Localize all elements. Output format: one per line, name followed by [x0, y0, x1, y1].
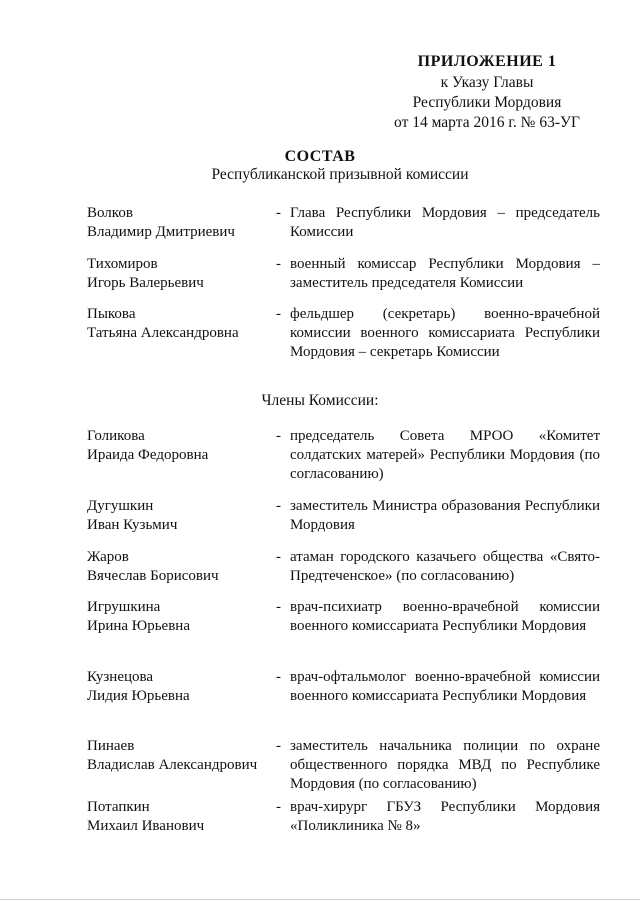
person-given-names: Михаил Иванович: [87, 818, 205, 834]
document-title: СОСТАВ: [284, 148, 356, 165]
person-position: атаман городского казачьего общества «Свято-Предтеченское» (по согласованию): [290, 549, 600, 584]
person-name: [87, 427, 272, 465]
person-surname: Пыкова: [87, 306, 136, 322]
person-surname: Потапкин: [87, 799, 150, 815]
dash-separator: -: [276, 549, 281, 565]
person-name: [87, 668, 272, 706]
person-name: [87, 798, 272, 836]
person-given-names: Иван Кузьмич: [87, 517, 178, 533]
person-position: врач-психиатр военно-врачебной комиссии военного комиссариата Республики Мордовия: [290, 599, 600, 634]
person-surname: Голикова: [87, 428, 145, 444]
person-surname: Жаров: [87, 549, 129, 565]
appendix-region-line: Республики Мордовия: [412, 94, 562, 111]
person-given-names: Игорь Валерьевич: [87, 275, 204, 291]
person-position: военный комиссар Республики Мордовия – заместитель председателя Комиссии: [290, 256, 600, 291]
person-name: [87, 497, 272, 535]
person-surname: Тихомиров: [87, 256, 158, 272]
dash-separator: -: [276, 799, 281, 815]
document-subtitle: Республиканской призывной комиссии: [211, 166, 469, 183]
dash-separator: -: [276, 306, 281, 322]
person-name: [87, 548, 272, 586]
page-bottom-edge: [0, 899, 640, 900]
person-name: [87, 204, 272, 242]
person-given-names: Лидия Юрьевна: [87, 688, 190, 704]
appendix-date-number-line: от 14 марта 2016 г. № 63-УГ: [394, 114, 580, 131]
person-given-names: Владимир Дмитриевич: [87, 224, 235, 240]
person-position: врач-хирург ГБУЗ Республики Мордовия «Поликлиника № 8»: [290, 799, 600, 834]
person-name: [87, 737, 272, 775]
dash-separator: -: [276, 669, 281, 685]
appendix-header: [372, 52, 602, 133]
person-surname: Волков: [87, 205, 133, 221]
person-surname: Кузнецова: [87, 669, 154, 685]
members-heading: Члены Комиссии:: [261, 392, 379, 409]
person-given-names: Вячеслав Борисович: [87, 568, 219, 584]
person-surname: Пинаев: [87, 738, 135, 754]
person-given-names: Татьяна Александровна: [87, 325, 239, 341]
person-name: [87, 305, 272, 343]
person-given-names: Ирина Юрьевна: [87, 618, 190, 634]
dash-separator: -: [276, 498, 281, 514]
person-name: [87, 598, 272, 636]
dash-separator: -: [276, 205, 281, 221]
dash-separator: -: [276, 256, 281, 272]
dash-separator: -: [276, 599, 281, 615]
person-surname: Игрушкина: [87, 599, 161, 615]
appendix-decree-line: к Указу Главы: [440, 74, 534, 91]
person-given-names: Ираида Федоровна: [87, 447, 209, 463]
person-position: врач-офтальмолог военно-врачебной комиссии военного комиссариата Республики Мордовия: [290, 669, 600, 704]
dash-separator: -: [276, 738, 281, 754]
person-position: Глава Республики Мордовия – председатель Комиссии: [290, 205, 600, 240]
person-position: председатель Совета МРОО «Комитет солдатских матерей» Республики Мордовия (по согласованию): [290, 428, 600, 482]
person-position: заместитель начальника полиции по охране общественного порядка МВД по Республике Мордовия (по согласованию): [290, 738, 600, 792]
person-position: заместитель Министра образования Республики Мордовия: [290, 498, 600, 533]
person-position: фельдшер (секретарь) военно-врачебной комиссии военного комиссариата Республики Мордовия – секретарь Комиссии: [290, 306, 600, 360]
person-given-names: Владислав Александрович: [87, 757, 258, 773]
person-surname: Дугушкин: [87, 498, 154, 514]
appendix-title: ПРИЛОЖЕНИЕ 1: [417, 53, 557, 70]
dash-separator: -: [276, 428, 281, 444]
person-name: [87, 255, 272, 293]
